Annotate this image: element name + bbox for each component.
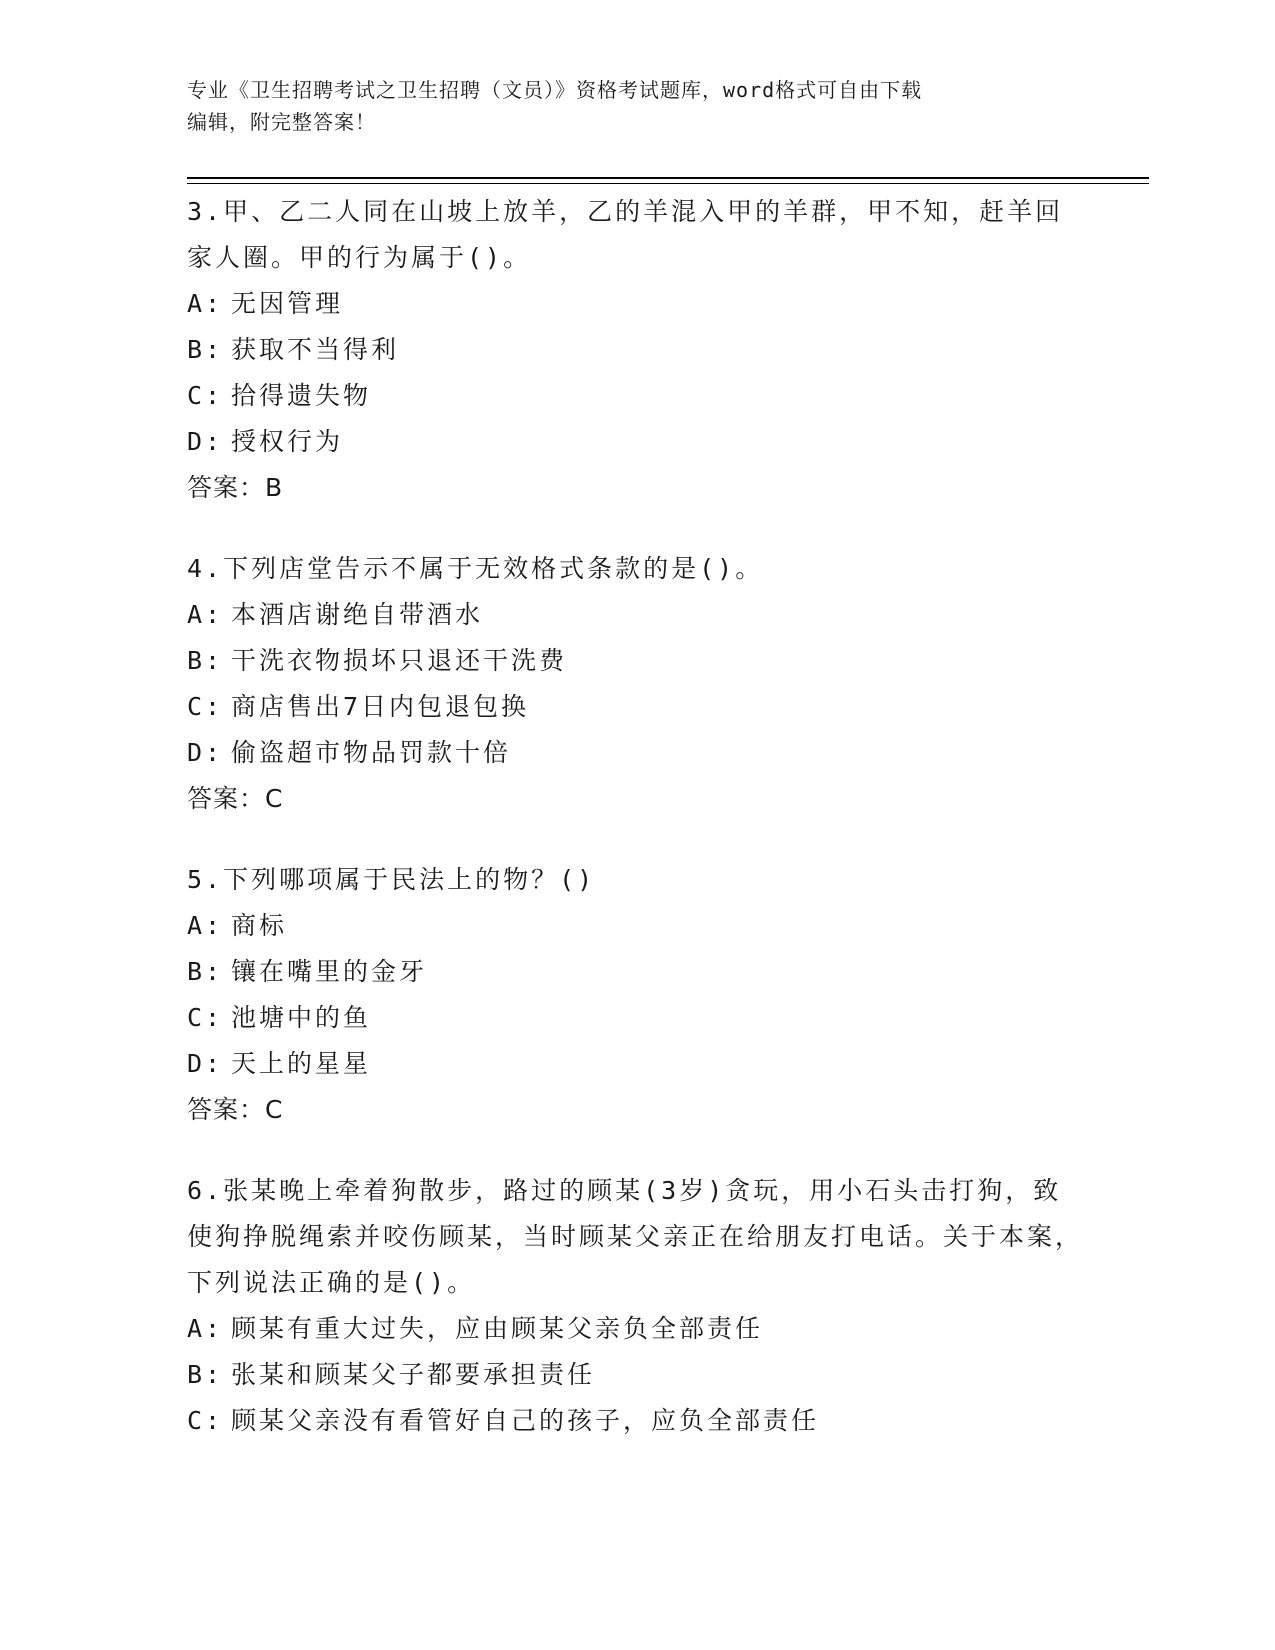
header-divider-thick [187, 177, 1149, 179]
question-stem: 5.下列哪项属于民法上的物？() [187, 865, 596, 894]
question-5 [187, 857, 1087, 1133]
option-letter: D: [187, 1049, 224, 1078]
option-letter: C: [187, 1406, 224, 1435]
answer: 答案：C [187, 784, 284, 813]
option-d [187, 1041, 1087, 1087]
option-c [187, 1398, 1087, 1444]
option-letter: A: [187, 1314, 224, 1343]
answer: 答案：C [187, 1095, 284, 1124]
option-text: 商标 [231, 911, 288, 940]
question-6 [187, 1168, 1087, 1444]
option-letter: A: [187, 911, 224, 940]
option-letter: D: [187, 738, 224, 767]
option-text: 本酒店谢绝自带酒水 [231, 600, 484, 629]
option-a [187, 592, 1087, 638]
option-letter: D: [187, 427, 224, 456]
option-text: 偷盗超市物品罚款十倍 [231, 738, 512, 767]
option-text: 授权行为 [231, 427, 344, 456]
option-text: 张某和顾某父子都要承担责任 [231, 1360, 596, 1389]
question-3 [187, 189, 1087, 511]
option-text: 干洗衣物损坏只退还干洗费 [231, 646, 568, 675]
option-letter: B: [187, 957, 224, 986]
option-text: 镶在嘴里的金牙 [231, 957, 428, 986]
option-text: 顾某有重大过失，应由顾某父亲负全部责任 [231, 1314, 764, 1343]
option-letter: B: [187, 646, 224, 675]
option-b [187, 327, 1087, 373]
option-c [187, 373, 1087, 419]
option-text: 商店售出7日内包退包换 [231, 692, 530, 721]
option-b [187, 1352, 1087, 1398]
header-line-1: 专业《卫生招聘考试之卫生招聘（文员）》资格考试题库，word格式可自由下载 [187, 78, 923, 102]
option-text: 拾得遗失物 [231, 381, 372, 410]
question-stem: 3.甲、乙二人同在山坡上放羊，乙的羊混入甲的羊群，甲不知，赶羊回家人圈。甲的行为属于()。 [187, 197, 1064, 272]
header-divider-thin [187, 183, 1149, 184]
option-b [187, 638, 1087, 684]
option-letter: B: [187, 1360, 224, 1389]
question-list [187, 189, 1087, 1479]
question-stem: 4.下列店堂告示不属于无效格式条款的是()。 [187, 554, 764, 583]
option-letter: A: [187, 289, 224, 318]
option-d [187, 730, 1087, 776]
option-c [187, 684, 1087, 730]
option-text: 天上的星星 [231, 1049, 372, 1078]
option-letter: A: [187, 600, 224, 629]
option-letter: C: [187, 1003, 224, 1032]
option-letter: B: [187, 335, 224, 364]
option-text: 获取不当得利 [231, 335, 400, 364]
option-text: 无因管理 [231, 289, 344, 318]
option-a [187, 1306, 1087, 1352]
option-c [187, 995, 1087, 1041]
option-d [187, 419, 1087, 465]
option-text: 池塘中的鱼 [231, 1003, 372, 1032]
option-a [187, 281, 1087, 327]
answer: 答案：B [187, 473, 284, 502]
option-b [187, 949, 1087, 995]
question-stem: 6.张某晚上牵着狗散步，路过的顾某(3岁)贪玩，用小石头击打狗，致使狗挣脱绳索并咬伤顾某，当时顾某父亲正在给朋友打电话。关于本案，下列说法正确的是()。 [187, 1176, 1084, 1297]
question-4 [187, 546, 1087, 822]
option-letter: C: [187, 381, 224, 410]
option-text: 顾某父亲没有看管好自己的孩子，应负全部责任 [231, 1406, 820, 1435]
header-line-2: 编辑，附完整答案！ [187, 110, 376, 134]
document-header [187, 74, 1067, 138]
option-letter: C: [187, 692, 224, 721]
option-a [187, 903, 1087, 949]
